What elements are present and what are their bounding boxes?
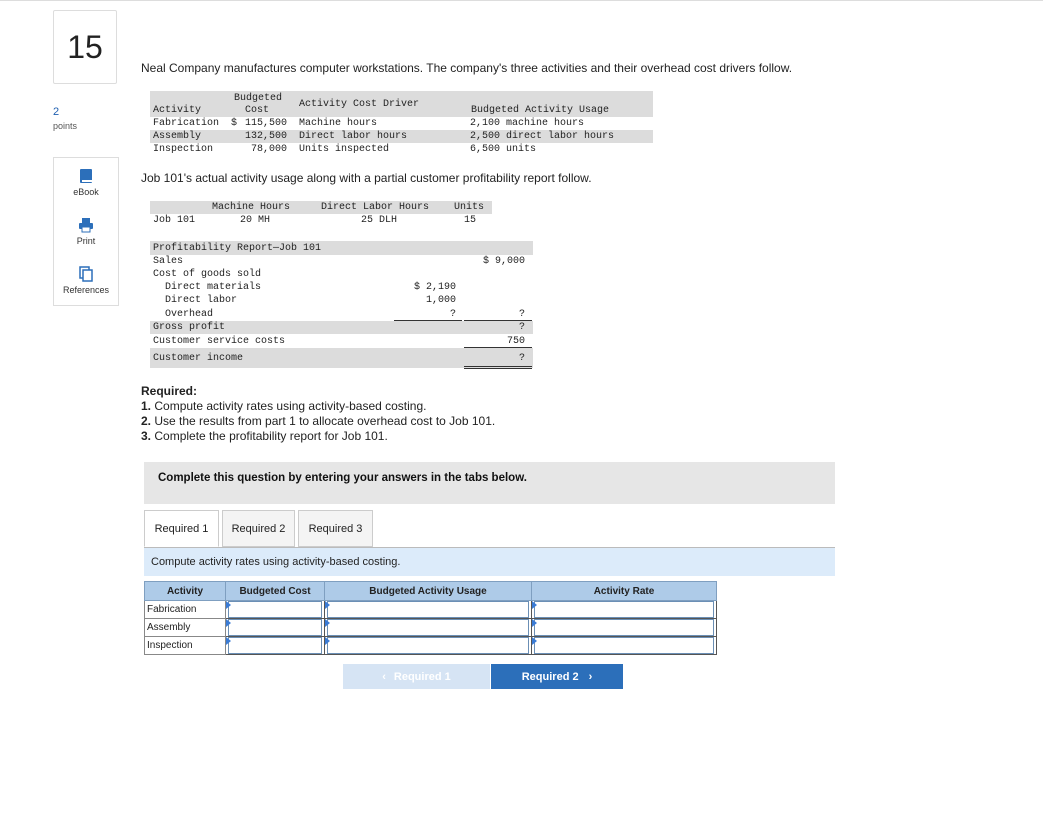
overhead-value: ? [449, 309, 456, 320]
activity-rate-input[interactable] [532, 601, 717, 619]
prev-button[interactable] [343, 664, 490, 689]
job-machine-hours: 20 MH [240, 215, 271, 226]
tab-required-2[interactable]: Required 2 [222, 510, 295, 547]
header-machine-hours: Machine Hours [212, 202, 291, 213]
activity-driver: Direct labor hours [299, 131, 408, 142]
col-budgeted-usage: Budgeted Activity Usage [325, 582, 532, 601]
required-item [141, 429, 388, 443]
double-rule [464, 368, 532, 369]
budgeted-usage-input[interactable] [325, 619, 532, 637]
activity-name: Assembly [153, 131, 202, 142]
required-heading: Required: [141, 384, 198, 398]
budgeted-cost-input[interactable] [226, 637, 325, 655]
activity-usage: 6,500 units [470, 144, 537, 155]
activity-cost: 132,500 [244, 131, 287, 142]
row-activity-label: Inspection [145, 637, 226, 655]
cogs-label: Cost of goods sold [153, 269, 262, 280]
header-usage: Budgeted Activity Usage [471, 105, 610, 116]
activity-usage: 2,500 direct labor hours [470, 131, 615, 142]
overhead-label: Overhead [165, 309, 214, 320]
gross-profit-value: ? [518, 322, 525, 333]
tab-required-3[interactable]: Required 3 [298, 510, 373, 547]
col-activity: Activity [145, 582, 226, 601]
tab-required-1[interactable]: Required 1 [144, 510, 219, 547]
instructions-banner: Complete this question by entering your answers in the tabs below. [144, 462, 835, 504]
table-row [145, 601, 717, 619]
tools-panel [53, 157, 119, 306]
next-button[interactable] [491, 664, 623, 689]
actual-intro-text: Job 101's actual activity usage along with a partial customer profitability report follow. [141, 171, 592, 185]
chevron-left-icon: ‹ [382, 670, 386, 683]
customer-income-label: Customer income [153, 353, 244, 364]
activity-name: Inspection [153, 144, 214, 155]
header-activity: Activity [153, 105, 202, 116]
points-label: points [53, 121, 78, 131]
direct-labor-value: 1,000 [425, 295, 456, 306]
cogs-total-value: ? [518, 309, 525, 320]
activity-rate-input[interactable] [532, 637, 717, 655]
subtotal-rule [464, 320, 532, 321]
sales-label: Sales [153, 256, 184, 267]
table-row [145, 637, 717, 655]
activity-name: Fabrication [153, 118, 220, 129]
chevron-right-icon: › [588, 670, 593, 683]
header-cost: Cost [245, 105, 270, 116]
sales-value: $ 9,000 [482, 256, 525, 267]
direct-materials-value: $ 2,190 [413, 282, 456, 293]
references-button[interactable] [54, 256, 118, 305]
direct-labor-label: Direct labor [165, 295, 238, 306]
activity-cost: 115,500 [244, 118, 287, 129]
activity-usage: 2,100 machine hours [470, 118, 585, 129]
header-driver: Activity Cost Driver [299, 99, 420, 110]
required-num: 1. [141, 399, 152, 413]
activity-rate-table [144, 581, 717, 655]
required-item [141, 399, 426, 413]
customer-income-value: ? [518, 353, 525, 364]
subtotal-rule [394, 320, 462, 321]
header-labor-hours: Direct Labor Hours [321, 202, 430, 213]
ebook-button[interactable] [54, 158, 118, 207]
activity-driver: Units inspected [299, 144, 390, 155]
col-budgeted-cost: Budgeted Cost [226, 582, 325, 601]
budgeted-cost-input[interactable] [226, 601, 325, 619]
printer-icon [78, 217, 94, 233]
question-number: 15 [53, 10, 117, 84]
required-item [141, 414, 495, 428]
next-label: Required 2 [521, 670, 579, 683]
budgeted-usage-input[interactable] [325, 601, 532, 619]
report-title: Profitability Report—Job 101 [153, 243, 322, 254]
budgeted-cost-input[interactable] [226, 619, 325, 637]
copy-icon [78, 266, 94, 282]
dollar-sign: $ [231, 118, 238, 129]
ebook-label: eBook [73, 187, 99, 197]
required-text: Use the results from part 1 to allocate overhead cost to Job 101. [154, 414, 496, 428]
activity-rate-input[interactable] [532, 619, 717, 637]
header-units: Units [454, 202, 485, 213]
print-label: Print [76, 236, 96, 246]
points-value: 2 [53, 106, 60, 118]
subtotal-rule [464, 347, 532, 348]
intro-text: Neal Company manufactures computer workstations. The company's three activities and their overhead cost drivers follow. [141, 61, 793, 75]
required-num: 3. [141, 429, 152, 443]
direct-materials-label: Direct materials [165, 282, 262, 293]
col-activity-rate: Activity Rate [532, 582, 717, 601]
job-labor-hours: 25 DLH [361, 215, 398, 226]
activity-driver: Machine hours [299, 118, 378, 129]
double-rule [464, 366, 532, 367]
customer-service-label: Customer service costs [153, 336, 286, 347]
row-activity-label: Assembly [145, 619, 226, 637]
required-num: 2. [141, 414, 152, 428]
row-activity-label: Fabrication [145, 601, 226, 619]
print-button[interactable] [54, 207, 118, 256]
customer-service-value: 750 [506, 336, 525, 347]
table-row [145, 619, 717, 637]
job-label: Job 101 [153, 215, 196, 226]
required-text: Complete the profitability report for Job 101. [154, 429, 388, 443]
job-units: 15 [464, 215, 477, 226]
book-icon [79, 168, 93, 184]
tab-instruction: Compute activity rates using activity-based costing. [144, 548, 835, 576]
required-text: Compute activity rates using activity-based costing. [154, 399, 427, 413]
header-budgeted: Budgeted [234, 93, 283, 104]
prev-label: Required 1 [393, 670, 451, 683]
activity-cost: 78,000 [250, 144, 287, 155]
references-label: References [62, 285, 110, 295]
budgeted-usage-input[interactable] [325, 637, 532, 655]
gross-profit-label: Gross profit [153, 322, 226, 333]
